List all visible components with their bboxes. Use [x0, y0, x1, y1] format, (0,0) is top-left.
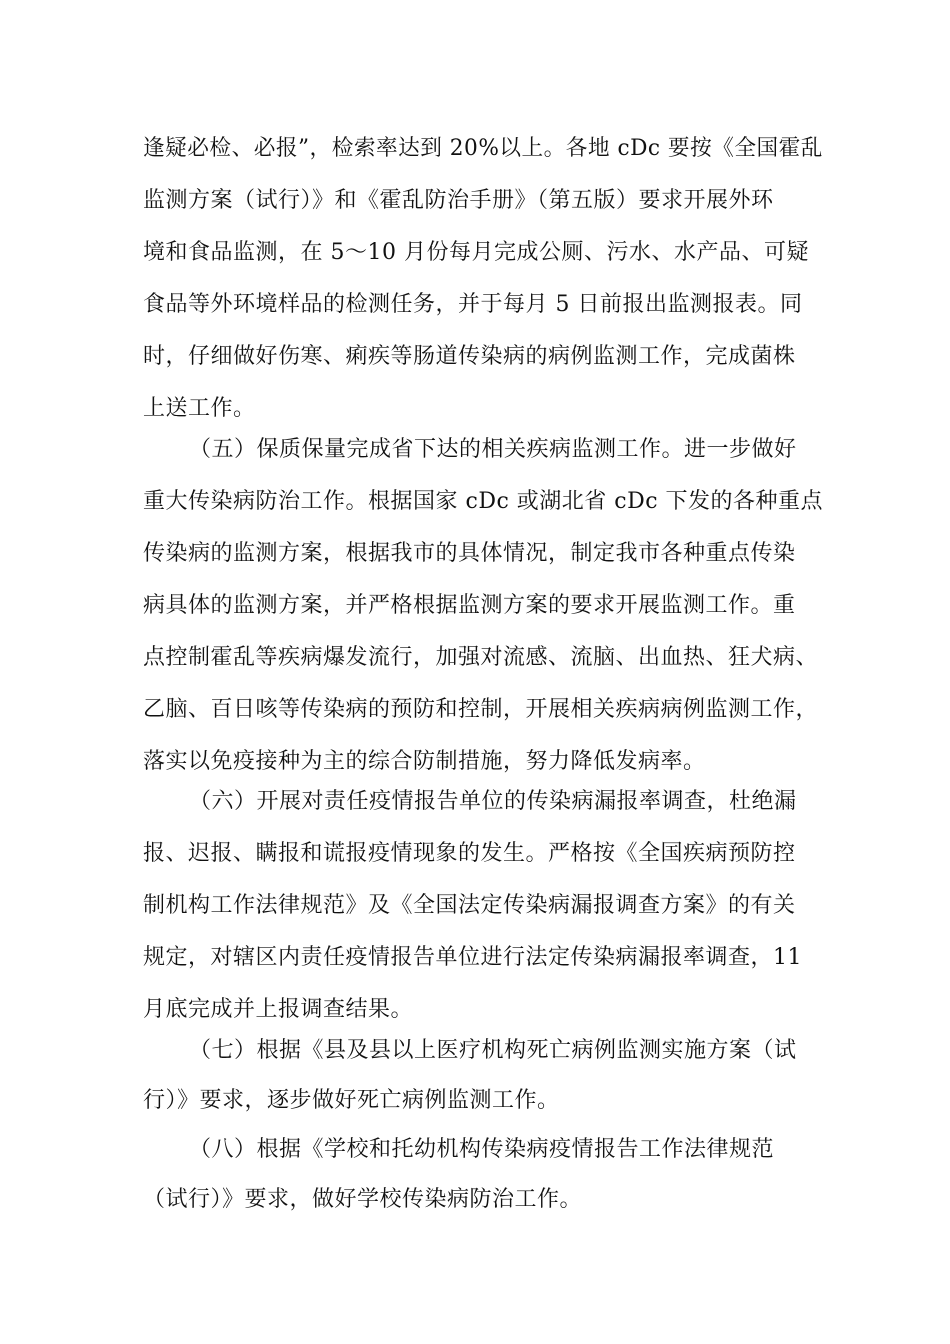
text-line: 点控制霍乱等疾病爆发流行，加强对流感、流脑、出血热、狂犬病、	[143, 645, 819, 670]
text-line: 监测方案（试行）》和《霍乱防治手册》（第五版）要求开展外环	[143, 188, 774, 213]
text-line: 乙脑、百日咳等传染病的预防和控制，开展相关疾病病例监测工作，	[143, 697, 819, 722]
text-line: 病具体的监测方案，并严格根据监测方案的要求开展监测工作。重	[143, 593, 796, 618]
text-line: 时，仔细做好伤寒、痢疾等肠道传染病的病例监测工作，完成菌株	[143, 344, 796, 369]
text-line: （八）根据《学校和托幼机构传染病疫情报告工作法律规范	[189, 1137, 775, 1162]
text-line: 重大传染病防治工作。根据国家 cDc 或湖北省 cDc 下发的各种重点	[143, 489, 824, 514]
text-line: 逢疑必检、必报”，检索率达到 20%以上。各地 cDc 要按《全国霍乱	[143, 136, 823, 161]
text-line: 境和食品监测，在 5～10 月份每月完成公厕、污水、水产品、可疑	[143, 240, 809, 265]
text-line: （七）根据《县及县以上医疗机构死亡病例监测实施方案（试	[189, 1038, 797, 1063]
text-line: （试行）》要求，做好学校传染病防治工作。	[143, 1187, 583, 1212]
text-line: 上送工作。	[143, 396, 256, 421]
text-line: （五）保质保量完成省下达的相关疾病监测工作。进一步做好	[189, 437, 797, 462]
text-line: 行）》要求，逐步做好死亡病例监测工作。	[143, 1088, 560, 1113]
text-line: 报、迟报、瞒报和谎报疫情现象的发生。严格按《全国疾病预防控	[143, 841, 796, 866]
text-line: （六）开展对责任疫情报告单位的传染病漏报率调查，杜绝漏	[189, 789, 797, 814]
text-line: 规定，对辖区内责任疫情报告单位进行法定传染病漏报率调查，11	[143, 945, 802, 970]
text-line: 食品等外环境样品的检测任务，并于每月 5 日前报出监测报表。同	[143, 292, 803, 317]
text-line: 传染病的监测方案，根据我市的具体情况，制定我市各种重点传染	[143, 541, 796, 566]
text-line: 月底完成并上报调查结果。	[143, 997, 414, 1022]
text-line: 制机构工作法律规范》及《全国法定传染病漏报调查方案》的有关	[143, 893, 796, 918]
text-line: 落实以免疫接种为主的综合防制措施，努力降低发病率。	[143, 749, 706, 774]
